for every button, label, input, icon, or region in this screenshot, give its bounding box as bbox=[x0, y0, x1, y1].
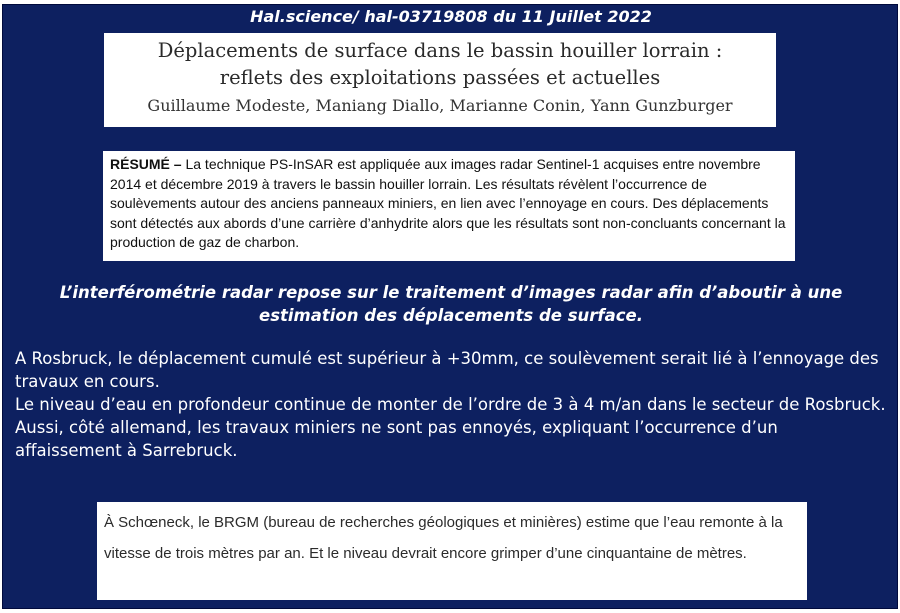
paper-header-box bbox=[104, 33, 776, 127]
paragraph-water-level: Le niveau d’eau en profondeur continue de monter de l’ordre de 3 à 4 m/an dans le secteur de Rosbruck. bbox=[15, 395, 886, 414]
abstract-label: RÉSUMÉ – bbox=[110, 156, 182, 172]
abstract-box bbox=[103, 151, 795, 261]
source-citation: Hal.science/ hal-03719808 du 11 Juillet 2022 bbox=[250, 7, 652, 26]
lead-statement: L’interférométrie radar repose sur le traitement d’images radar afin d’aboutir à une estimation des déplacements de surface. bbox=[59, 283, 843, 325]
paper-title-line-2: reflets des exploitations passées et actuelles bbox=[219, 66, 661, 89]
quote-box bbox=[97, 502, 807, 600]
paper-title-line-1: Déplacements de surface dans le bassin houiller lorrain : bbox=[157, 39, 723, 62]
paragraph-rosbruck: A Rosbruck, le déplacement cumulé est supérieur à +30mm, ce soulèvement serait lié à l’ennoyage des travaux en cours. bbox=[15, 349, 879, 391]
paper-authors: Guillaume Modeste, Maniang Diallo, Marianne Conin, Yann Gunzburger bbox=[147, 96, 733, 115]
body-text bbox=[15, 347, 887, 462]
paragraph-sarrebruck: Aussi, côté allemand, les travaux miniers ne sont pas ennoyés, expliquant l’occurrence d’un affaissement à Sarrebruck. bbox=[15, 418, 778, 460]
slide bbox=[2, 4, 898, 609]
quote-text: À Schœneck, le BRGM (bureau de recherches géologiques et minières) estime que l’eau remonte à la vitesse de trois mètres par an. Et le niveau devrait encore grimper d’une cinquantaine de mètres. bbox=[104, 514, 783, 562]
abstract-text: La technique PS-InSAR est appliquée aux images radar Sentinel-1 acquises entre novembre 2014 et décembre 2019 à travers le bassin houiller lorrain. Les résultats révèlent l’occurrence de soulèvements autour des anciens panneaux miniers, en lien avec l’ennoyage en cours. Des déplacements sont détectés aux abords d’une carrière d’anhydrite alors que les résultats sont non-concluants concernant la production de gaz de charbon. bbox=[110, 156, 786, 250]
paper-title bbox=[104, 37, 776, 91]
